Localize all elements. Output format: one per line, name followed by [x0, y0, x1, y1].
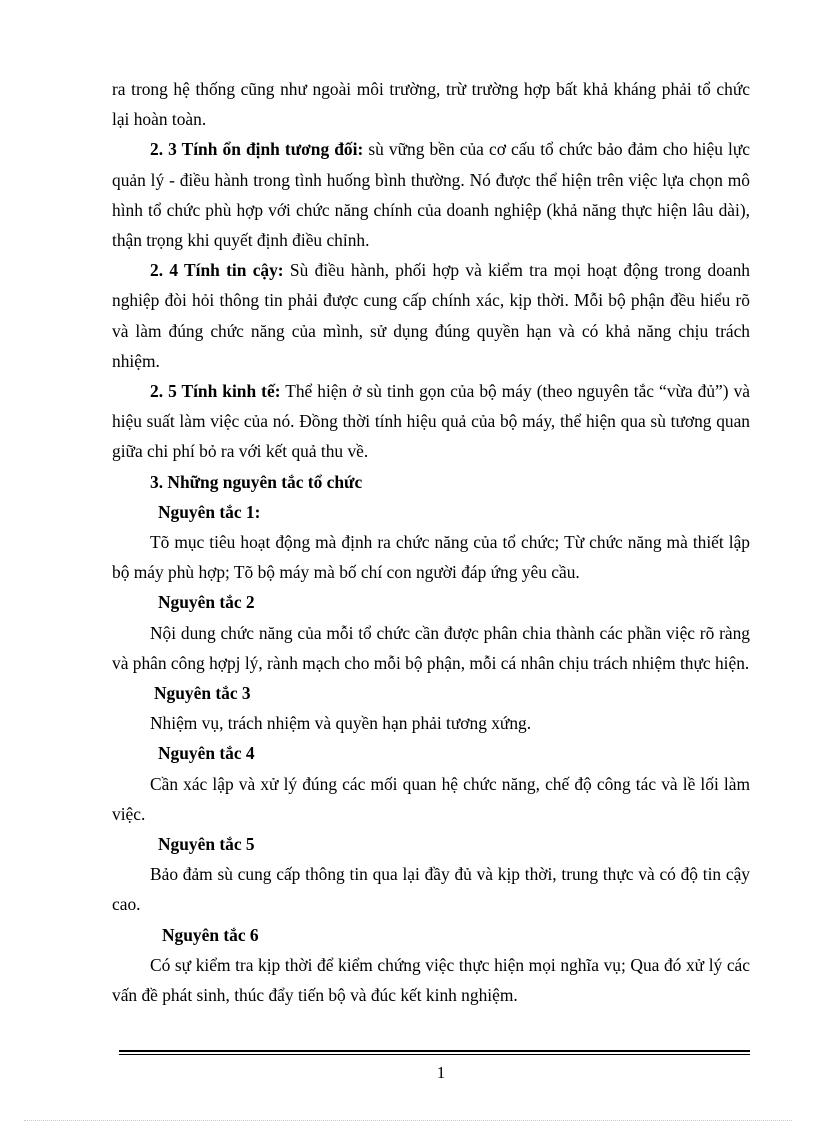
body-paragraph — [112, 527, 750, 587]
body-paragraph — [112, 859, 750, 919]
paragraph-lead-term: 2. 3 Tính ổn định tương đối: — [150, 139, 364, 160]
body-paragraph — [112, 74, 750, 134]
body-paragraph — [112, 376, 750, 467]
section-heading: Nguyên tắc 2 — [158, 592, 255, 613]
body-paragraph — [112, 769, 750, 829]
page-bottom-dotted-border — [24, 1120, 792, 1121]
section-heading: Nguyên tắc 1: — [158, 501, 261, 522]
section-heading: Nguyên tắc 4 — [158, 743, 255, 764]
paragraph-text: Thể hiện ở sù tinh gọn của bộ máy (theo nguyên tắc “vừa đủ”) và hiệu suất làm việc của nó. Đồng thời tính hiệu quả của bộ máy, thể hiện qua sù tương quan giữa chi phí bỏ ra với kết quả thu về. — [112, 381, 750, 462]
body-paragraph — [112, 134, 750, 255]
document-body — [112, 74, 750, 1010]
paragraph-text: Sù điều hành, phối hợp và kiểm tra mọi hoạt động trong doanh nghiệp đòi hỏi thông tin phải được cung cấp chính xác, kịp thời. Mỗi bộ phận đều hiểu rõ và làm đúng chức năng của mình, sử dụng đúng quyền hạn và có khả năng chịu trách nhiệm. — [112, 260, 750, 371]
body-paragraph — [112, 618, 750, 678]
paragraph-text: Tõ mục tiêu hoạt động mà định ra chức năng của tổ chức; Từ chức năng mà thiết lập bộ máy phù hợp; Tõ bộ máy mà bố chí con người đáp ứng yêu cầu. — [112, 532, 750, 583]
body-paragraph — [112, 950, 750, 1010]
section-heading: Nguyên tắc 6 — [162, 924, 259, 945]
body-paragraph — [112, 708, 750, 738]
paragraph-text: Nội dung chức năng của mỗi tổ chức cần được phân chia thành các phần việc rõ ràng và phân công hợpj lý, rành mạch cho mỗi bộ phận, mỗi cá nhân chịu trách nhiệm thực hiện. — [112, 622, 750, 673]
section-heading: 3. Những nguyên tắc tổ chức — [150, 471, 363, 492]
paragraph-text: Cần xác lập và xử lý đúng các mối quan hệ chức năng, chế độ công tác và lề lối làm việc. — [112, 773, 750, 824]
section-heading: Nguyên tắc 5 — [158, 834, 255, 855]
paragraph-text: sù vững bền của cơ cấu tổ chức bảo đảm cho hiệu lực quản lý - điều hành trong tình huống bình thường. Nó được thể hiện trên việc lựa chọn mô hình tổ chức phù hợp với chức năng chính của doanh nghiệp (khả năng thực hiện lâu dài), thận trọng khi quyết định điều chỉnh. — [112, 139, 751, 251]
footer-double-rule — [119, 1050, 750, 1055]
paragraph-text: Nhiệm vụ, trách nhiệm và quyền hạn phải tương xứng. — [150, 713, 532, 734]
section-heading: Nguyên tắc 3 — [154, 683, 251, 704]
page-number: 1 — [436, 1063, 446, 1082]
paragraph-text: ra trong hệ thống cũng như ngoài môi trường, trừ trường hợp bất khả kháng phải tổ chức lại hoàn toàn. — [112, 79, 750, 130]
paragraph-text: Bảo đảm sù cung cấp thông tin qua lại đầy đủ và kịp thời, trung thực và có độ tin cậy cao. — [112, 864, 750, 915]
paragraph-text: Có sự kiểm tra kịp thời để kiểm chứng việc thực hiện mọi nghĩa vụ; Qua đó xử lý các vấn đề phát sinh, thúc đẩy tiến bộ và đúc kết kinh nghiệm. — [112, 954, 750, 1006]
body-paragraph — [112, 255, 750, 376]
paragraph-lead-term: 2. 4 Tính tin cậy: — [150, 260, 284, 281]
paragraph-lead-term: 2. 5 Tính kinh tế: — [150, 381, 281, 402]
